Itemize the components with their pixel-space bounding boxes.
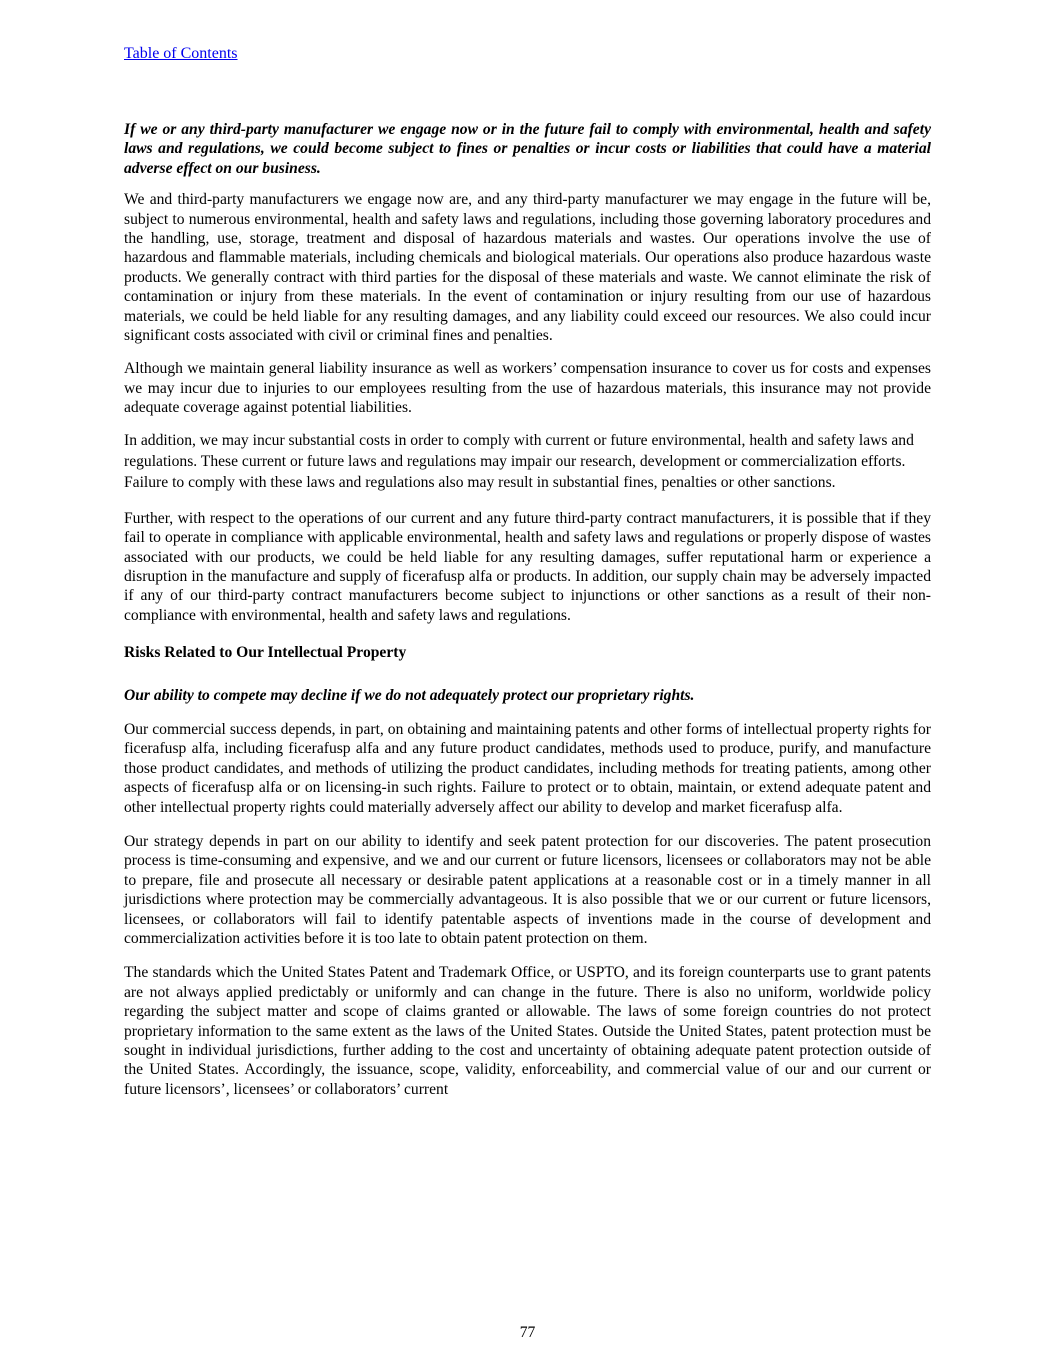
table-of-contents-link[interactable]: Table of Contents bbox=[124, 45, 238, 62]
paragraph-patent-standards: The standards which the United States Patent and Trademark Office, or USPTO, and its foreign counterparts use to grant patents are not always applied predictably or uniformly and can change in the future. There is also no uniform, worldwide policy regarding the subject matter and scope of claims granted or allowable. The laws of some foreign countries do not protect proprietary information to the same extent as the laws of the United States. Outside the United States, patent protection must be sought in individual jurisdictions, further adding to the cost and uncertainty of obtaining adequate patent protection outside of the United States. Accordingly, the issuance, scope, validity, enforceability, and commercial value of our and our current or future licensors’, licensees’ or collaborators’ current bbox=[124, 964, 931, 1098]
paragraph-liability-insurance: Although we maintain general liability insurance as well as workers’ compensation insurance to cover us for costs and expenses we may incur due to injuries to our employees resulting from the use of hazardous materials, this insurance may not provide adequate coverage against potential liabilities. bbox=[124, 360, 931, 417]
paragraph-environmental-laws: We and third-party manufacturers we engage now are, and any third-party manufacturer we may engage in the future will be, subject to numerous environmental, health and safety laws and regulations, including those governing laboratory procedures and the handling, use, storage, treatment and disposal of hazardous materials and wastes. Our operations involve the use of hazardous and flammable materials, including chemicals and biological materials. Our operations also produce hazardous waste products. We generally contract with third parties for the disposal of these materials and waste. We cannot eliminate the risk of contamination or injury from these materials. In the event of contamination or injury resulting from our use of hazardous materials, we could be held liable for any resulting damages, and any liability could exceed our resources. We also could incur significant costs associated with civil or criminal fines and penalties. bbox=[124, 191, 931, 345]
section-heading-intellectual-property: Risks Related to Our Intellectual Property bbox=[124, 644, 407, 662]
document-body bbox=[124, 120, 931, 1099]
risk-factor-heading-proprietary-rights: Our ability to compete may decline if we do not adequately protect our proprietary rights. bbox=[124, 686, 695, 704]
paragraph-compliance-costs: In addition, we may incur substantial costs in order to comply with current or future environmental, health and safety laws and regulations. These current or future laws and regulations may impair our research, development or commercialization efforts. Failure to comply with these laws and regulations also may result in substantial fines, penalties or other sanctions. bbox=[124, 431, 914, 491]
risk-factor-heading-environmental: If we or any third-party manufacturer we engage now or in the future fail to comply with environmental, health and safety laws and regulations, we could become subject to fines or penalties or incur costs or liabilities that could have a material adverse effect on our business. bbox=[124, 121, 931, 177]
paragraph-commercial-success: Our commercial success depends, in part, on obtaining and maintaining patents and other forms of intellectual property rights for ficerafusp alfa, including ficerafusp alfa and any future product candidates, methods used to produce, purify, and manufacture those product candidates, and methods of utilizing the product candidates, including methods for treating patients, among other aspects of ficerafusp alfa or on licensing-in such rights. Failure to protect or to obtain, maintain, or extend adequate patent and other intellectual property rights could materially adversely affect our ability to develop and market ficerafusp alfa. bbox=[124, 720, 931, 816]
paragraph-contract-manufacturers: Further, with respect to the operations of our current and any future third-party contract manufacturers, it is possible that if they fail to operate in compliance with applicable environmental, health and safety laws and regulations or properly dispose of wastes associated with our products, we could be held liable for any resulting damages, suffer reputational harm or experience a disruption in the manufacture and supply of ficerafusp alfa or products. In addition, our supply chain may be adversely impacted if any of our third-party contract manufacturers become subject to injunctions or other sanctions as a result of their non-compliance with environmental, health and safety laws and regulations. bbox=[124, 509, 931, 624]
paragraph-patent-strategy: Our strategy depends in part on our ability to identify and seek patent protection for our discoveries. The patent prosecution process is time-consuming and expensive, and we and our current or future licensors, licensees or collaborators may not be able to prepare, file and prosecute all necessary or desirable patent applications at a reasonable cost or in a timely manner in all jurisdictions where protection may be commercially advantageous. It is also possible that we or our current or future licensors, licensees, or collaborators will fail to identify patentable aspects of inventions made in the course of development and commercialization activities before it is too late to obtain patent protection on them. bbox=[124, 832, 931, 947]
page-number: 77 bbox=[519, 1324, 536, 1341]
